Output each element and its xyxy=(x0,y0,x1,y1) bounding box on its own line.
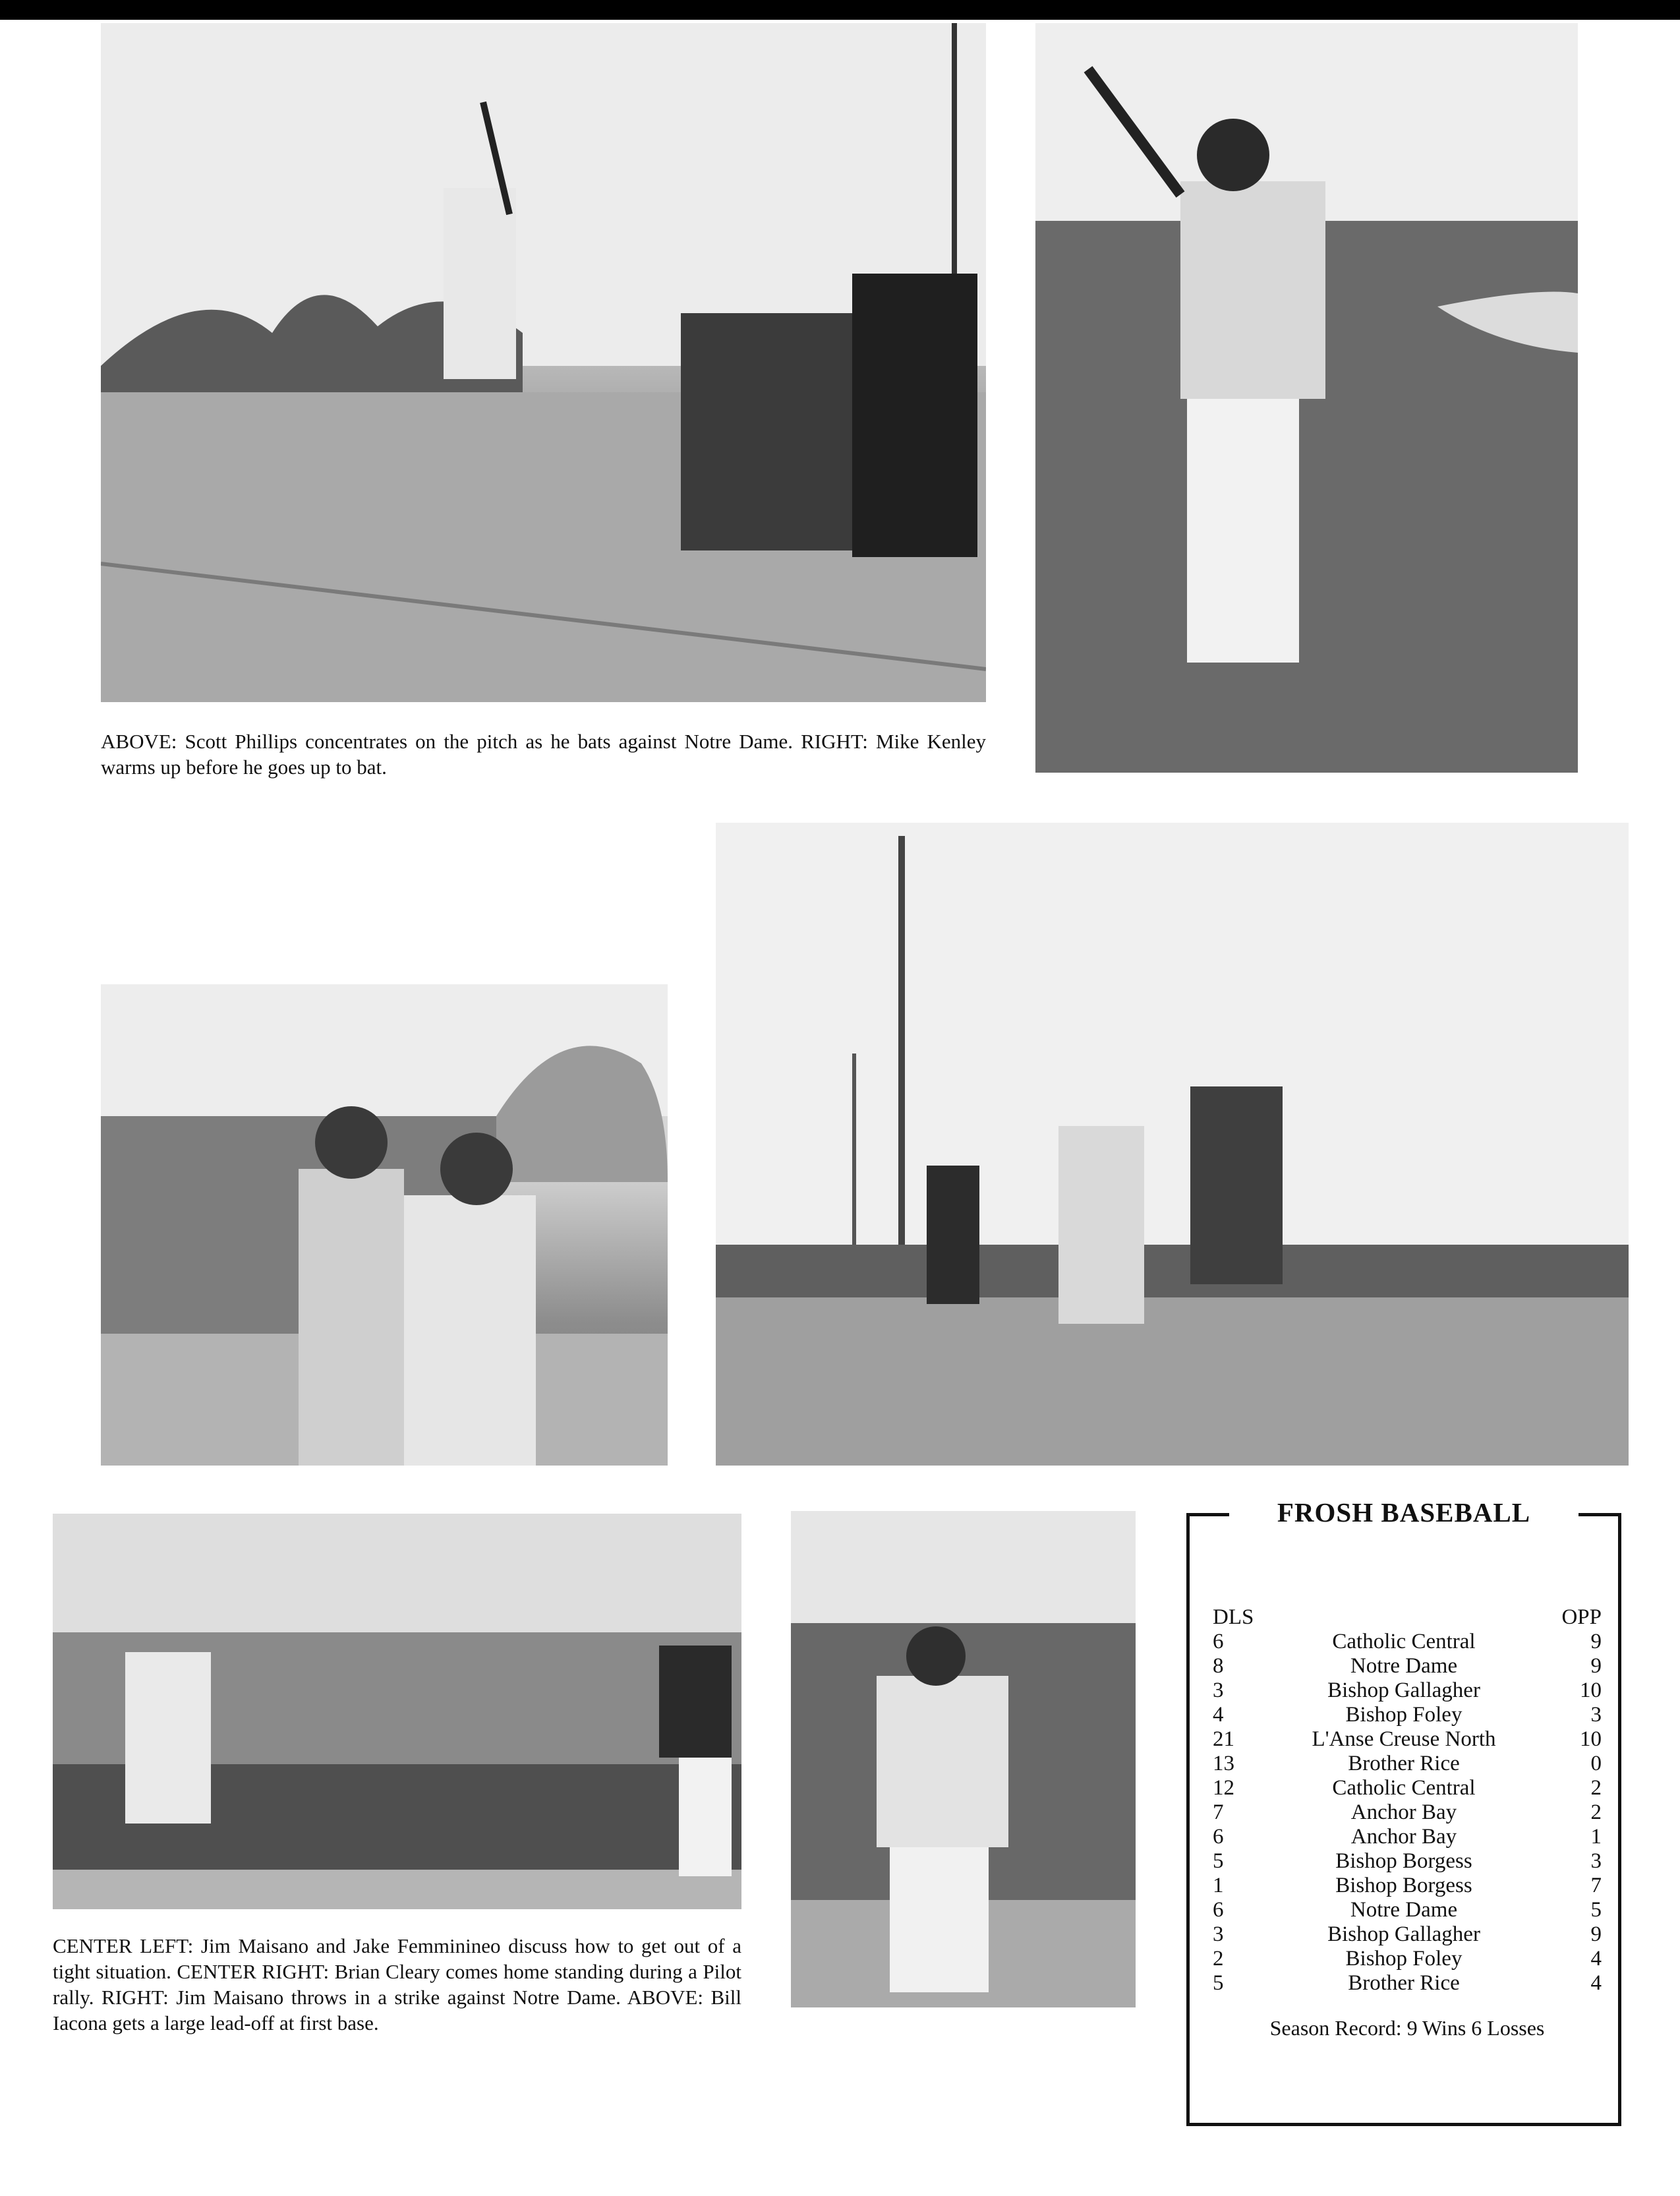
game-dls-score: 1 xyxy=(1213,1874,1224,1897)
game-dls-score: 6 xyxy=(1213,1630,1224,1653)
game-dls-score: 6 xyxy=(1213,1825,1224,1849)
game-opp-score: 10 xyxy=(1580,1678,1602,1702)
photo-brian-cleary-home xyxy=(716,823,1629,1466)
game-opponent: Notre Dame xyxy=(1350,1654,1458,1678)
game-dls-score: 5 xyxy=(1213,1971,1224,1995)
game-opp-score: 9 xyxy=(1590,1630,1602,1653)
game-opponent: Brother Rice xyxy=(1348,1752,1460,1775)
game-opp-score: 2 xyxy=(1590,1800,1602,1824)
game-dls-score: 4 xyxy=(1213,1703,1224,1727)
game-opp-score: 1 xyxy=(1590,1825,1602,1849)
game-opponent: Bishop Gallagher xyxy=(1327,1678,1480,1702)
game-opp-score: 9 xyxy=(1590,1654,1602,1678)
column-opp: OPP xyxy=(1561,1605,1602,1629)
photo-conference-maisano-femminineo xyxy=(101,984,668,1466)
game-opp-score: 3 xyxy=(1590,1703,1602,1727)
game-opponent: Bishop Gallagher xyxy=(1327,1922,1480,1946)
game-opp-score: 0 xyxy=(1590,1752,1602,1775)
game-opponent: Anchor Bay xyxy=(1350,1825,1457,1849)
game-opponent: Bishop Foley xyxy=(1345,1703,1463,1727)
game-dls-score: 13 xyxy=(1213,1752,1234,1775)
game-opp-score: 5 xyxy=(1590,1898,1602,1922)
game-opp-score: 10 xyxy=(1580,1727,1602,1751)
game-dls-score: 3 xyxy=(1213,1678,1224,1702)
game-opponent: Bishop Borgess xyxy=(1335,1849,1472,1873)
game-dls-score: 7 xyxy=(1213,1800,1224,1824)
game-opponent: Notre Dame xyxy=(1350,1898,1458,1922)
game-dls-score: 2 xyxy=(1213,1947,1224,1971)
game-opp-score: 4 xyxy=(1590,1947,1602,1971)
game-dls-score: 6 xyxy=(1213,1898,1224,1922)
season-record: Season Record: 9 Wins 6 Losses xyxy=(1269,2016,1545,2040)
photo-bill-iacona-leadoff xyxy=(53,1514,741,1909)
game-opponent: Anchor Bay xyxy=(1350,1800,1457,1824)
photo-warmup-mike-kenley xyxy=(1035,23,1578,773)
game-opp-score: 9 xyxy=(1590,1922,1602,1946)
game-opp-score: 4 xyxy=(1590,1971,1602,1995)
page-top-border xyxy=(0,0,1680,20)
photo-pitcher-jim-maisano xyxy=(791,1511,1136,2007)
game-opponent: Bishop Foley xyxy=(1345,1947,1463,1971)
column-dls: DLS xyxy=(1213,1605,1254,1629)
photo-batter-scott-phillips xyxy=(101,23,986,702)
game-opp-score: 7 xyxy=(1590,1874,1602,1897)
game-dls-score: 8 xyxy=(1213,1654,1224,1678)
game-opponent: L'Anse Creuse North xyxy=(1312,1727,1496,1751)
game-dls-score: 12 xyxy=(1213,1776,1234,1800)
game-opp-score: 3 xyxy=(1590,1849,1602,1873)
game-dls-score: 5 xyxy=(1213,1849,1224,1873)
caption-top: ABOVE: Scott Phillips concentrates on the pitch as he bats against Notre Dame. RIGHT: Mike Kenley warms up before he goes up to bat. xyxy=(101,730,986,779)
game-dls-score: 21 xyxy=(1213,1727,1234,1751)
game-opponent: Catholic Central xyxy=(1332,1630,1476,1653)
game-opp-score: 2 xyxy=(1590,1776,1602,1800)
caption-bottom: CENTER LEFT: Jim Maisano and Jake Femminineo discuss how to get out of a tight situation. CENTER RIGHT: Brian Cleary comes home standing during a Pilot rally. RIGHT: Jim Maisano throws in a strike against Notre Dame. ABOVE: Bill Iacona gets a large lead-off at first base. xyxy=(53,1934,741,2034)
game-dls-score: 3 xyxy=(1213,1922,1224,1946)
game-opponent: Catholic Central xyxy=(1332,1776,1476,1800)
scoreboard-title: FROSH BASEBALL xyxy=(1229,1497,1579,1528)
game-opponent: Bishop Borgess xyxy=(1335,1874,1472,1897)
game-opponent: Brother Rice xyxy=(1348,1971,1460,1995)
